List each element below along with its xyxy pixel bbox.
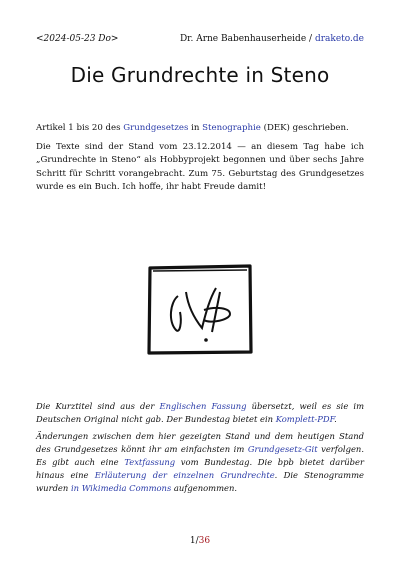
grundgesetz-link[interactable]: Grundgesetzes: [123, 123, 189, 133]
erlaeuterung-link[interactable]: Erläuterung der einzelnen Grundrechte: [94, 470, 275, 480]
notes-section: [36, 400, 364, 499]
intro-paragraph-2: Die Texte sind der Stand vom 23.12.2014 — an diesem Tag habe ich „Grundrechte in Steno“ als Hobbyprojekt begonnen und über sechs Jahre Schritt für Schritt vorangebracht. Zum 75. Geburtstag des Grundgesetzes wurde es ein Buch. Ich hoffe, ihr habt Freude damit!: [36, 142, 364, 192]
site-link[interactable]: draketo.de: [314, 34, 364, 44]
text-run: in: [188, 123, 203, 133]
text-run: Artikel 1 bis 20 des: [36, 123, 124, 133]
header-separator: /: [309, 34, 313, 44]
page-separator: /: [195, 536, 199, 546]
text-run: übersetzt, weil es sie im Deutschen Original nicht gab. Der Bundestag bietet ein: [36, 401, 365, 424]
text-run: . Die Stenogramme wurden: [36, 470, 364, 493]
wikimedia-commons-link[interactable]: in Wikimedia Commons: [70, 483, 172, 493]
page-header: [36, 34, 364, 44]
page-current: 1: [189, 536, 196, 546]
textfassung-link[interactable]: Textfassung: [124, 457, 176, 467]
text-run: (DEK) geschrieben.: [260, 123, 349, 133]
intro-paragraph-1: [36, 122, 364, 135]
page-total-link[interactable]: 36: [198, 536, 211, 546]
text-run: vom Bundestag. Die bpb bietet darüber hinaus eine: [36, 457, 364, 480]
intro-text: [36, 122, 364, 200]
note-paragraph-2: [36, 430, 364, 495]
grundgesetz-git-link[interactable]: Grundgesetz-Git: [247, 444, 318, 454]
text-run: Die Kurztitel sind aus der: [36, 401, 160, 411]
note-paragraph-1: [36, 400, 364, 426]
komplett-pdf-link[interactable]: Komplett-PDF: [275, 414, 335, 424]
englische-fassung-link[interactable]: Englischen Fassung: [159, 401, 247, 411]
text-run: .: [334, 414, 337, 424]
text-run: Änderungen zwischen dem hier gezeigten Stand und dem heutigen Stand des Grundgesetzes könnt ihr am einfachsten im: [36, 431, 364, 454]
page-number: [0, 536, 400, 546]
header-author: Dr. Arne Babenhauserheide: [179, 34, 307, 44]
page-title: Die Grundrechte in Steno: [70, 63, 330, 87]
text-run: verfolgen. Es gibt auch eine: [36, 444, 364, 467]
header-date: <2024-05-23 Do>: [36, 34, 119, 44]
stenographie-link[interactable]: Stenographie: [202, 123, 261, 133]
header-author-line: [180, 34, 364, 44]
steno-drawing-icon: [146, 262, 254, 356]
text-run: aufgenommen.: [171, 483, 238, 493]
